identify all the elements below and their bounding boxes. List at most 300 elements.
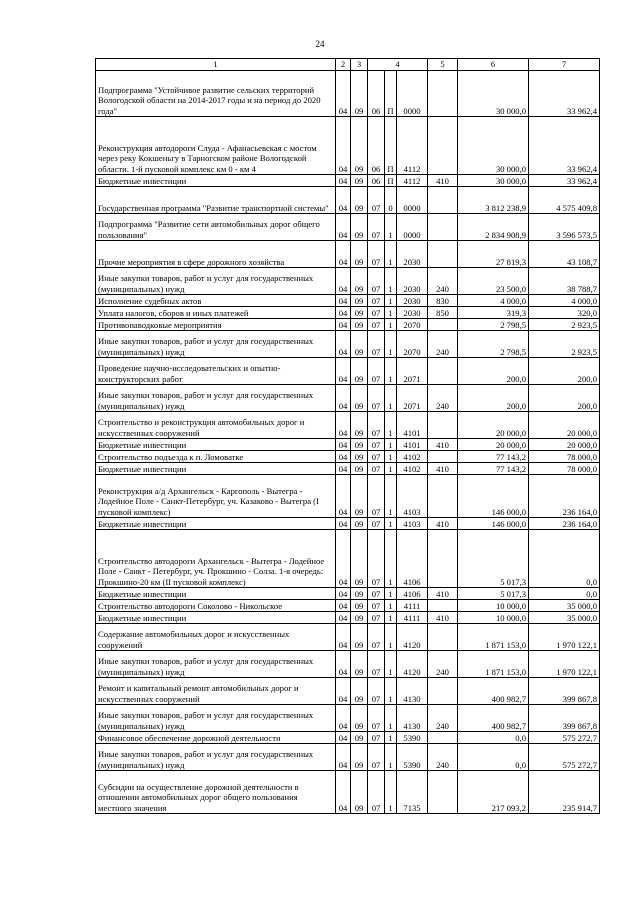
- item-code: 2030: [397, 241, 428, 268]
- amount-year-1: 200,0: [458, 385, 529, 412]
- expense-type-code: [428, 600, 458, 612]
- subsection-code: 09: [351, 651, 368, 678]
- expense-type-code: [428, 117, 458, 175]
- subsection-code: 09: [351, 588, 368, 600]
- program-code: 07: [368, 732, 385, 744]
- section-code: 04: [336, 175, 351, 187]
- amount-year-1: 30 000,0: [458, 117, 529, 175]
- subsection-code: 09: [351, 600, 368, 612]
- section-code: 04: [336, 268, 351, 295]
- amount-year-1: 10 000,0: [458, 612, 529, 624]
- program-code: 07: [368, 463, 385, 475]
- expense-type-code: 240: [428, 385, 458, 412]
- section-code: 04: [336, 307, 351, 319]
- subprogram-code: П: [385, 175, 397, 187]
- item-code: 7135: [397, 771, 428, 814]
- amount-year-1: 0,0: [458, 732, 529, 744]
- program-code: 07: [368, 358, 385, 385]
- program-code: 07: [368, 518, 385, 530]
- amount-year-2: 20 000,0: [529, 439, 600, 451]
- section-code: 04: [336, 439, 351, 451]
- program-code: 07: [368, 439, 385, 451]
- section-code: 04: [336, 117, 351, 175]
- row-name: Строительство подъезда к п. Ломоватке: [96, 451, 336, 463]
- table-row: [96, 518, 600, 530]
- table-row: [96, 439, 600, 451]
- table-row: [96, 475, 600, 518]
- expense-type-code: 240: [428, 744, 458, 771]
- section-code: 04: [336, 331, 351, 358]
- amount-year-2: 200,0: [529, 358, 600, 385]
- amount-year-2: 33 962,4: [529, 117, 600, 175]
- subprogram-code: 1: [385, 612, 397, 624]
- amount-year-2: 0,0: [529, 588, 600, 600]
- subsection-code: 09: [351, 295, 368, 307]
- amount-year-1: 1 871 153,0: [458, 651, 529, 678]
- amount-year-1: 23 500,0: [458, 268, 529, 295]
- row-name: Ремонт и капитальный ремонт автомобильных дорог и искусственных сооружений: [96, 678, 336, 705]
- amount-year-1: 5 017,3: [458, 530, 529, 588]
- program-code: 07: [368, 678, 385, 705]
- program-code: 07: [368, 744, 385, 771]
- expense-type-code: [428, 451, 458, 463]
- item-code: 4120: [397, 651, 428, 678]
- amount-year-1: 20 000,0: [458, 412, 529, 439]
- amount-year-1: 3 812 238,9: [458, 187, 529, 214]
- subsection-code: 09: [351, 175, 368, 187]
- item-code: 4103: [397, 475, 428, 518]
- amount-year-2: 399 867,8: [529, 705, 600, 732]
- section-code: 04: [336, 600, 351, 612]
- column-header: 4: [368, 59, 428, 71]
- subprogram-code: 1: [385, 744, 397, 771]
- subprogram-code: 1: [385, 678, 397, 705]
- item-code: 5390: [397, 744, 428, 771]
- row-name: Иные закупки товаров, работ и услуг для государственных (муниципальных) нужд: [96, 744, 336, 771]
- table-row: [96, 175, 600, 187]
- table-row: [96, 624, 600, 651]
- amount-year-1: 0,0: [458, 744, 529, 771]
- amount-year-2: 3 596 573,5: [529, 214, 600, 241]
- amount-year-2: 78 000,0: [529, 463, 600, 475]
- program-code: 07: [368, 331, 385, 358]
- program-code: 06: [368, 117, 385, 175]
- amount-year-2: 399 867,8: [529, 678, 600, 705]
- table-row: [96, 295, 600, 307]
- item-code: 2030: [397, 307, 428, 319]
- item-code: 4111: [397, 612, 428, 624]
- table-row: [96, 241, 600, 268]
- amount-year-2: 1 970 122,1: [529, 624, 600, 651]
- item-code: 4101: [397, 439, 428, 451]
- item-code: 0000: [397, 187, 428, 214]
- expense-type-code: 410: [428, 175, 458, 187]
- amount-year-1: 146 000,0: [458, 475, 529, 518]
- subsection-code: 09: [351, 518, 368, 530]
- amount-year-1: 5 017,3: [458, 588, 529, 600]
- subprogram-code: 1: [385, 358, 397, 385]
- section-code: 04: [336, 241, 351, 268]
- column-header: 2: [336, 59, 351, 71]
- column-header: 3: [351, 59, 368, 71]
- program-code: 07: [368, 187, 385, 214]
- item-code: 2071: [397, 385, 428, 412]
- amount-year-1: 200,0: [458, 358, 529, 385]
- program-code: 07: [368, 588, 385, 600]
- expense-type-code: [428, 412, 458, 439]
- amount-year-2: 78 000,0: [529, 451, 600, 463]
- item-code: 5390: [397, 732, 428, 744]
- subsection-code: 09: [351, 319, 368, 331]
- item-code: 2070: [397, 331, 428, 358]
- table-row: [96, 71, 600, 117]
- row-name: Уплата налогов, сборов и иных платежей: [96, 307, 336, 319]
- section-code: 04: [336, 187, 351, 214]
- amount-year-2: 320,0: [529, 307, 600, 319]
- program-code: 07: [368, 241, 385, 268]
- subprogram-code: 1: [385, 319, 397, 331]
- expense-type-code: [428, 732, 458, 744]
- subprogram-code: 1: [385, 385, 397, 412]
- row-name: Иные закупки товаров, работ и услуг для государственных (муниципальных) нужд: [96, 705, 336, 732]
- subsection-code: 09: [351, 117, 368, 175]
- section-code: 04: [336, 319, 351, 331]
- row-name: Иные закупки товаров, работ и услуг для государственных (муниципальных) нужд: [96, 331, 336, 358]
- program-code: 06: [368, 175, 385, 187]
- expense-type-code: [428, 319, 458, 331]
- table-row: [96, 412, 600, 439]
- expense-type-code: 240: [428, 651, 458, 678]
- section-code: 04: [336, 518, 351, 530]
- section-code: 04: [336, 463, 351, 475]
- subprogram-code: 1: [385, 588, 397, 600]
- section-code: 04: [336, 385, 351, 412]
- item-code: 4102: [397, 451, 428, 463]
- item-code: 0000: [397, 214, 428, 241]
- expense-type-code: 850: [428, 307, 458, 319]
- expense-type-code: [428, 475, 458, 518]
- page-number: 24: [315, 39, 325, 49]
- item-code: 4102: [397, 463, 428, 475]
- expense-type-code: [428, 71, 458, 117]
- row-name: Субсидии на осуществление дорожной деятельности в отношении автомобильных дорог общего пользования местного значения: [96, 771, 336, 814]
- subsection-code: 09: [351, 307, 368, 319]
- program-code: 07: [368, 385, 385, 412]
- expense-type-code: 830: [428, 295, 458, 307]
- amount-year-2: 4 000,0: [529, 295, 600, 307]
- amount-year-2: 236 164,0: [529, 518, 600, 530]
- section-code: 04: [336, 771, 351, 814]
- program-code: 07: [368, 412, 385, 439]
- subprogram-code: 1: [385, 732, 397, 744]
- table-row: [96, 451, 600, 463]
- subsection-code: 09: [351, 451, 368, 463]
- item-code: 4112: [397, 117, 428, 175]
- section-code: 04: [336, 214, 351, 241]
- table-row: [96, 530, 600, 588]
- expense-type-code: 410: [428, 588, 458, 600]
- amount-year-2: 20 000,0: [529, 412, 600, 439]
- row-name: Исполнение судебных актов: [96, 295, 336, 307]
- expense-type-code: [428, 678, 458, 705]
- section-code: 04: [336, 612, 351, 624]
- subsection-code: 09: [351, 705, 368, 732]
- budget-table: [95, 58, 600, 814]
- section-code: 04: [336, 295, 351, 307]
- subsection-code: 09: [351, 624, 368, 651]
- amount-year-1: 217 093,2: [458, 771, 529, 814]
- table-row: [96, 385, 600, 412]
- item-code: 4106: [397, 588, 428, 600]
- item-code: 4112: [397, 175, 428, 187]
- row-name: Строительство автодороги Соколово - Никольское: [96, 600, 336, 612]
- subsection-code: 09: [351, 358, 368, 385]
- table-row: [96, 463, 600, 475]
- amount-year-1: 4 000,0: [458, 295, 529, 307]
- table-row: [96, 600, 600, 612]
- amount-year-2: 33 962,4: [529, 175, 600, 187]
- row-name: Бюджетные инвестиции: [96, 612, 336, 624]
- section-code: 04: [336, 705, 351, 732]
- subprogram-code: 1: [385, 214, 397, 241]
- program-code: 07: [368, 268, 385, 295]
- subprogram-code: 1: [385, 475, 397, 518]
- table-row: [96, 307, 600, 319]
- row-name: Бюджетные инвестиции: [96, 175, 336, 187]
- subprogram-code: 1: [385, 451, 397, 463]
- column-header: 7: [529, 59, 600, 71]
- amount-year-2: 575 272,7: [529, 732, 600, 744]
- amount-year-2: 575 272,7: [529, 744, 600, 771]
- item-code: 4120: [397, 624, 428, 651]
- row-name: Подпрограмма "Устойчивое развитие сельских территорий Вологодской области на 2014-2017 годы и на период до 2020 года": [96, 71, 336, 117]
- subprogram-code: 1: [385, 439, 397, 451]
- subsection-code: 09: [351, 530, 368, 588]
- subprogram-code: 1: [385, 651, 397, 678]
- amount-year-2: 0,0: [529, 530, 600, 588]
- row-name: Бюджетные инвестиции: [96, 588, 336, 600]
- section-code: 04: [336, 651, 351, 678]
- amount-year-1: 1 871 153,0: [458, 624, 529, 651]
- table-row: [96, 268, 600, 295]
- subprogram-code: 1: [385, 600, 397, 612]
- table-row: [96, 319, 600, 331]
- subsection-code: 09: [351, 744, 368, 771]
- amount-year-2: 1 970 122,1: [529, 651, 600, 678]
- row-name: Противопаводковые мероприятия: [96, 319, 336, 331]
- table-row: [96, 771, 600, 814]
- amount-year-1: 400 982,7: [458, 705, 529, 732]
- section-code: 04: [336, 71, 351, 117]
- item-code: 2070: [397, 319, 428, 331]
- subsection-code: 09: [351, 268, 368, 295]
- subprogram-code: 1: [385, 771, 397, 814]
- program-code: 07: [368, 307, 385, 319]
- table-row: [96, 187, 600, 214]
- item-code: 0000: [397, 71, 428, 117]
- table-row: [96, 744, 600, 771]
- item-code: 4130: [397, 678, 428, 705]
- subprogram-code: 1: [385, 331, 397, 358]
- amount-year-1: 400 982,7: [458, 678, 529, 705]
- row-name: Бюджетные инвестиции: [96, 439, 336, 451]
- expense-type-code: [428, 358, 458, 385]
- section-code: 04: [336, 624, 351, 651]
- subsection-code: 09: [351, 71, 368, 117]
- subsection-code: 09: [351, 385, 368, 412]
- column-header: 6: [458, 59, 529, 71]
- item-code: 4106: [397, 530, 428, 588]
- table-row: [96, 651, 600, 678]
- item-code: 4130: [397, 705, 428, 732]
- amount-year-1: 30 000,0: [458, 71, 529, 117]
- amount-year-1: 2 834 908,9: [458, 214, 529, 241]
- subprogram-code: 1: [385, 295, 397, 307]
- expense-type-code: 410: [428, 518, 458, 530]
- row-name: Финансовое обеспечение дорожной деятельности: [96, 732, 336, 744]
- row-name: Строительство автодороги Архангельск - Вытегра - Лодейное Поле - Санкт - Петербург, уч. Прокшино - Солза. 1-я очередь: Прокшино-20 км (II пусковой комплекс): [96, 530, 336, 588]
- subsection-code: 09: [351, 612, 368, 624]
- amount-year-2: 35 000,0: [529, 600, 600, 612]
- amount-year-2: 200,0: [529, 385, 600, 412]
- table-row: [96, 214, 600, 241]
- section-code: 04: [336, 358, 351, 385]
- expense-type-code: 240: [428, 705, 458, 732]
- program-code: 07: [368, 451, 385, 463]
- expense-type-code: [428, 771, 458, 814]
- subprogram-code: 1: [385, 705, 397, 732]
- amount-year-2: 33 962,4: [529, 71, 600, 117]
- subsection-code: 09: [351, 732, 368, 744]
- amount-year-2: 38 788,7: [529, 268, 600, 295]
- row-name: Проведение научно-исследовательских и опытно-конструкторских работ: [96, 358, 336, 385]
- subsection-code: 09: [351, 439, 368, 451]
- subsection-code: 09: [351, 187, 368, 214]
- amount-year-2: 4 575 409,8: [529, 187, 600, 214]
- expense-type-code: [428, 187, 458, 214]
- row-name: Подпрограмма "Развитие сети автомобильных дорог общего пользования": [96, 214, 336, 241]
- amount-year-1: 10 000,0: [458, 600, 529, 612]
- header-row: [96, 59, 600, 71]
- expense-type-code: 410: [428, 612, 458, 624]
- subsection-code: 09: [351, 331, 368, 358]
- program-code: 07: [368, 651, 385, 678]
- section-code: 04: [336, 732, 351, 744]
- item-code: 4111: [397, 600, 428, 612]
- amount-year-1: 30 000,0: [458, 175, 529, 187]
- item-code: 4103: [397, 518, 428, 530]
- row-name: Иные закупки товаров, работ и услуг для государственных (муниципальных) нужд: [96, 268, 336, 295]
- expense-type-code: 240: [428, 268, 458, 295]
- row-name: Содержание автомобильных дорог и искусственных сооружений: [96, 624, 336, 651]
- subsection-code: 09: [351, 412, 368, 439]
- subprogram-code: 1: [385, 624, 397, 651]
- row-name: Бюджетные инвестиции: [96, 463, 336, 475]
- subprogram-code: П: [385, 71, 397, 117]
- subprogram-code: 1: [385, 518, 397, 530]
- subprogram-code: 1: [385, 241, 397, 268]
- row-name: Реконструкция автодороги Слуда - Афанасьевская с мостом через реку Кокшеньгу в Тарногском районе Вологодской области. 1-й пусковой комплекс км 0 - км 4: [96, 117, 336, 175]
- subprogram-code: 1: [385, 307, 397, 319]
- subprogram-code: 1: [385, 412, 397, 439]
- program-code: 07: [368, 214, 385, 241]
- amount-year-1: 77 143,2: [458, 451, 529, 463]
- amount-year-1: 27 819,3: [458, 241, 529, 268]
- amount-year-2: 2 923,5: [529, 319, 600, 331]
- table-row: [96, 117, 600, 175]
- subsection-code: 09: [351, 771, 368, 814]
- amount-year-1: 77 143,2: [458, 463, 529, 475]
- amount-year-1: 2 798,5: [458, 319, 529, 331]
- table-row: [96, 358, 600, 385]
- section-code: 04: [336, 475, 351, 518]
- item-code: 2071: [397, 358, 428, 385]
- subprogram-code: 0: [385, 187, 397, 214]
- amount-year-1: 146 000,0: [458, 518, 529, 530]
- program-code: 07: [368, 771, 385, 814]
- program-code: 06: [368, 71, 385, 117]
- row-name: Иные закупки товаров, работ и услуг для государственных (муниципальных) нужд: [96, 385, 336, 412]
- amount-year-1: 2 798,5: [458, 331, 529, 358]
- program-code: 07: [368, 612, 385, 624]
- amount-year-2: 43 108,7: [529, 241, 600, 268]
- item-code: 4101: [397, 412, 428, 439]
- amount-year-2: 35 000,0: [529, 612, 600, 624]
- subprogram-code: П: [385, 117, 397, 175]
- row-name: Реконструкция а/д Архангельск - Каргополь - Вытегра - Лодейное Поле - Санкт-Петербург, уч. Казаково - Вытегра (I пусковой комплекс): [96, 475, 336, 518]
- expense-type-code: [428, 624, 458, 651]
- expense-type-code: [428, 530, 458, 588]
- subprogram-code: 1: [385, 268, 397, 295]
- column-header: 1: [96, 59, 336, 71]
- row-name: Бюджетные инвестиции: [96, 518, 336, 530]
- expense-type-code: 240: [428, 331, 458, 358]
- table-row: [96, 588, 600, 600]
- amount-year-2: 236 164,0: [529, 475, 600, 518]
- table-row: [96, 678, 600, 705]
- subsection-code: 09: [351, 214, 368, 241]
- table-row: [96, 331, 600, 358]
- program-code: 07: [368, 295, 385, 307]
- subsection-code: 09: [351, 475, 368, 518]
- column-header: 5: [428, 59, 458, 71]
- program-code: 07: [368, 530, 385, 588]
- program-code: 07: [368, 319, 385, 331]
- amount-year-1: 20 000,0: [458, 439, 529, 451]
- section-code: 04: [336, 744, 351, 771]
- amount-year-2: 235 914,7: [529, 771, 600, 814]
- subsection-code: 09: [351, 241, 368, 268]
- expense-type-code: [428, 241, 458, 268]
- row-name: Прочие мероприятия в сфере дорожного хозяйства: [96, 241, 336, 268]
- table-row: [96, 612, 600, 624]
- program-code: 07: [368, 705, 385, 732]
- section-code: 04: [336, 451, 351, 463]
- subsection-code: 09: [351, 678, 368, 705]
- item-code: 2030: [397, 268, 428, 295]
- subprogram-code: 1: [385, 530, 397, 588]
- table-row: [96, 732, 600, 744]
- section-code: 04: [336, 530, 351, 588]
- table-row: [96, 705, 600, 732]
- row-name: Строительство и реконструкция автомобильных дорог и искусственных сооружений: [96, 412, 336, 439]
- row-name: Государственная программа "Развитие транспортной системы": [96, 187, 336, 214]
- amount-year-1: 319,3: [458, 307, 529, 319]
- program-code: 07: [368, 475, 385, 518]
- section-code: 04: [336, 412, 351, 439]
- section-code: 04: [336, 588, 351, 600]
- subprogram-code: 1: [385, 463, 397, 475]
